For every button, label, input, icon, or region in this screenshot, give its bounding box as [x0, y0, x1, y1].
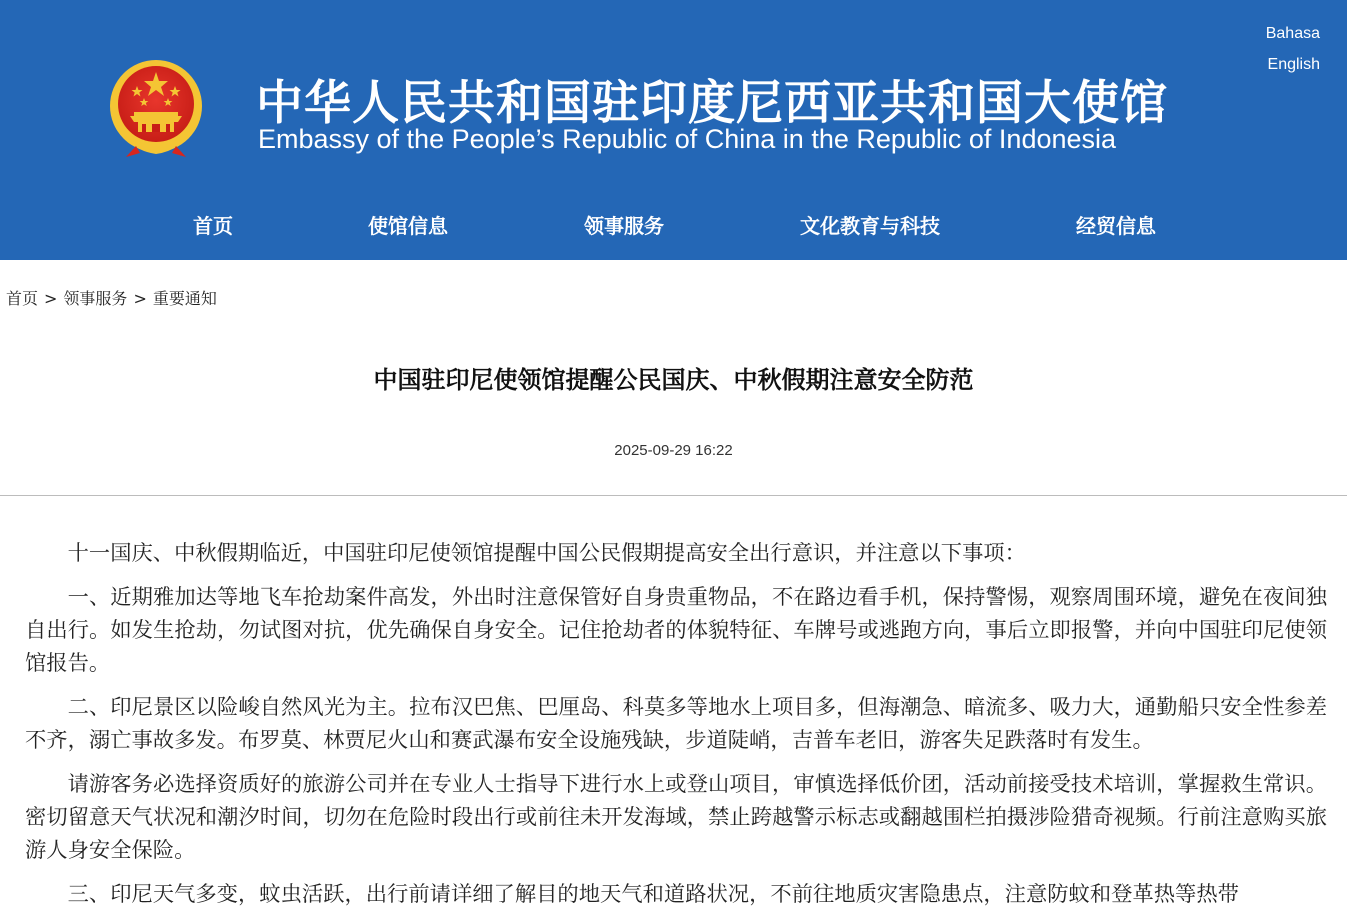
- lang-link-bahasa[interactable]: Bahasa: [1265, 25, 1320, 42]
- article-paragraph: 二、印尼景区以险峻自然风光为主。拉布汉巴焦、巴厘岛、科莫多等地水上项目多，但海潮急、暗流多、吸力大，通勤船只安全性参差不齐，溺亡事故多发。布罗莫、林贾尼火山和赛武瀑布安全设施残缺，步道陡峭，吉普车老旧，游客失足跌落时有发生。: [25, 695, 1327, 753]
- site-title-en: Embassy of the People’s Republic of China in the Republic of Indonesia: [258, 124, 1117, 154]
- language-switcher: [1266, 18, 1320, 80]
- divider: [0, 495, 1347, 496]
- lang-link-english[interactable]: English: [1267, 56, 1320, 73]
- breadcrumb: [6, 286, 217, 309]
- article-paragraph: 三、印尼天气多变，蚊虫活跃，出行前请详细了解目的地天气和道路状况，不前往地质灾害隐患点，注意防蚊和登革热等热带: [67, 882, 1239, 907]
- article-title: 中国驻印尼使领馆提醒公民国庆、中秋假期注意安全防范: [373, 366, 974, 394]
- nav-item-home[interactable]: 首页: [193, 214, 233, 238]
- article-date: 2025-09-29 16:22: [614, 442, 733, 459]
- article-paragraph: 请游客务必选择资质好的旅游公司并在专业人士指导下进行水上或登山项目，审慎选择低价团，活动前接受技术培训，掌握救生常识。密切留意天气状况和潮汐时间，切勿在危险时段出行或前往未开发海域，禁止跨越警示标志或翻越围栏拍摄涉险猎奇视频。行前注意购买旅游人身安全保险。: [25, 772, 1327, 863]
- main-nav: [0, 210, 1347, 242]
- breadcrumb-separator: >: [44, 289, 58, 308]
- nav-item-trade[interactable]: 经贸信息: [1076, 214, 1156, 238]
- article-body: [25, 537, 1327, 922]
- breadcrumb-item-notice[interactable]: 重要通知: [152, 289, 217, 308]
- breadcrumb-item-home[interactable]: 首页: [6, 289, 39, 308]
- breadcrumb-item-consular[interactable]: 领事服务: [63, 289, 128, 308]
- breadcrumb-separator: >: [133, 289, 147, 308]
- national-emblem-icon[interactable]: [106, 58, 206, 158]
- site-title-cn: 中华人民共和国驻印度尼西亚共和国大使馆: [256, 76, 1168, 131]
- article-paragraph: 一、近期雅加达等地飞车抢劫案件高发，外出时注意保管好自身贵重物品，不在路边看手机，保持警惕，观察周围环境，避免在夜间独自出行。如发生抢劫，勿试图对抗，优先确保自身安全。记住抢劫者的体貌特征、车牌号或逃跑方向，事后立即报警，并向中国驻印尼使领馆报告。: [25, 585, 1327, 676]
- nav-item-consular[interactable]: 领事服务: [584, 214, 664, 238]
- site-header: [0, 0, 1347, 260]
- article-paragraph: 十一国庆、中秋假期临近，中国驻印尼使领馆提醒中国公民假期提高安全出行意识，并注意以下事项：: [67, 541, 1026, 566]
- nav-item-culture[interactable]: 文化教育与科技: [800, 214, 940, 238]
- nav-item-embassy-info[interactable]: 使馆信息: [368, 214, 448, 238]
